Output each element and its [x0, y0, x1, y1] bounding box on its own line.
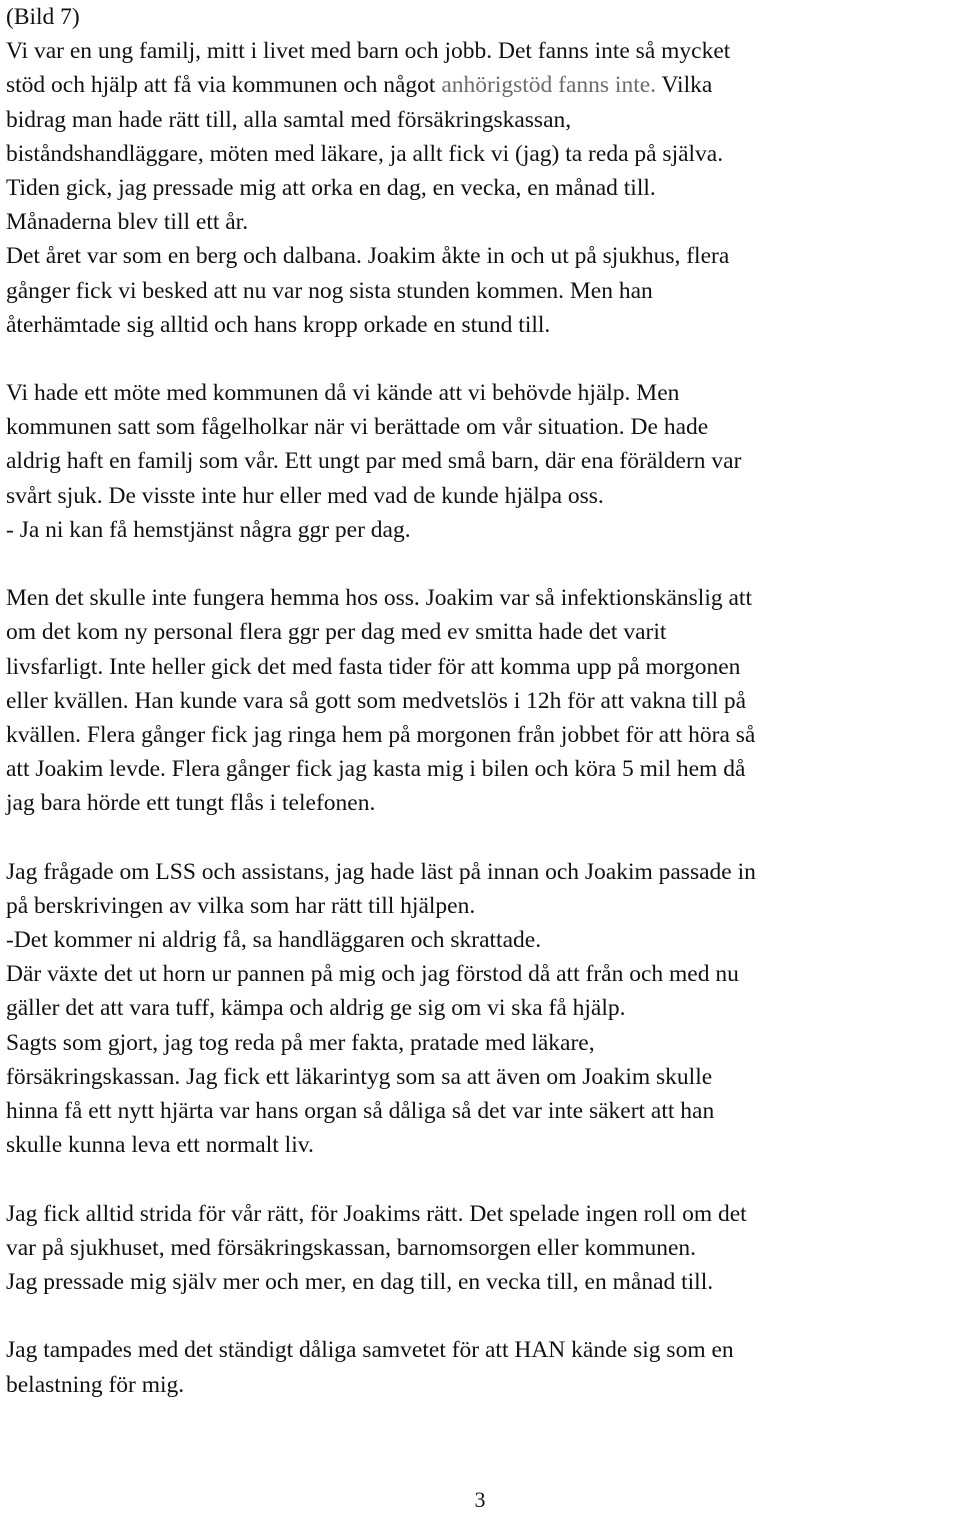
text-span: kommunen satt som fågelholkar när vi berättade om vår situation. De hade — [6, 414, 709, 441]
text-line — [6, 957, 956, 991]
text-span: bidrag man hade rätt till, alla samtal med försäkringskassan, — [6, 106, 572, 133]
text-span: - Ja ni kan få hemstjänst några ggr per dag. — [6, 516, 411, 543]
text-line — [6, 1197, 956, 1231]
text-line — [6, 34, 956, 68]
text-line — [6, 308, 956, 342]
text-line — [6, 1368, 956, 1402]
text-line — [6, 923, 956, 957]
text-span: livsfarligt. Inte heller gick det med fasta tider för att komma upp på morgonen — [6, 653, 741, 680]
text-line — [6, 1231, 956, 1265]
text-span: biståndshandläggare, möten med läkare, ja allt fick vi (jag) ta reda på själva. — [6, 140, 724, 167]
text-span: Vilka — [656, 72, 713, 99]
text-line — [6, 889, 956, 923]
text-line — [6, 1333, 956, 1367]
text-span: Men det skulle inte fungera hemma hos oss. Joakim var så infektionskänslig att — [6, 585, 752, 612]
text-span: Det året var som en berg och dalbana. Joakim åkte in och ut på sjukhus, flera — [6, 243, 730, 270]
text-span: Månaderna blev till ett år. — [6, 209, 249, 236]
text-line — [6, 684, 956, 718]
document-header: (Bild 7) — [6, 4, 80, 30]
text-span: Jag tampades med det ständigt dåliga samvetet för att HAN kände sig som en — [6, 1337, 734, 1364]
text-line — [6, 513, 956, 547]
text-span: Jag fick alltid strida för vår rätt, för Joakims rätt. Det spelade ingen roll om det — [6, 1200, 747, 1227]
text-line — [6, 274, 956, 308]
text-span: Jag frågade om LSS och assistans, jag hade läst på innan och Joakim passade in — [6, 858, 756, 885]
text-span: eller kvällen. Han kunde vara så gott som medvetslös i 12h för att vakna till på — [6, 687, 747, 714]
text-span: Jag pressade mig själv mer och mer, en dag till, en vecka till, en månad till. — [6, 1268, 714, 1295]
document-page — [6, 0, 956, 1402]
text-line — [6, 1128, 956, 1162]
text-span: Sagts som gjort, jag tog reda på mer fakta, pratade med läkare, — [6, 1029, 595, 1056]
text-span: gäller det att vara tuff, kämpa och aldrig ge sig om vi ska få hjälp. — [6, 995, 626, 1022]
text-line — [6, 1026, 956, 1060]
text-line — [6, 376, 956, 410]
text-span: att Joakim levde. Flera gånger fick jag kasta mig i bilen och köra 5 mil hem då — [6, 756, 746, 783]
text-span: belastning för mig. — [6, 1371, 185, 1398]
text-span: kvällen. Flera gånger fick jag ringa hem på morgonen från jobbet för att höra så — [6, 721, 756, 748]
paragraph-gap — [6, 547, 956, 581]
text-line — [6, 410, 956, 444]
text-line — [6, 615, 956, 649]
text-span: svårt sjuk. De visste inte hur eller med vad de kunde hjälpa oss. — [6, 482, 604, 509]
paragraph-gap — [6, 1299, 956, 1333]
text-span: Där växte det ut horn ur pannen på mig och jag förstod då att från och med nu — [6, 961, 739, 988]
text-line — [6, 205, 956, 239]
text-line — [6, 68, 956, 102]
text-line — [6, 855, 956, 889]
text-line — [6, 650, 956, 684]
text-span: var på sjukhuset, med försäkringskassan, barnomsorgen eller kommunen. — [6, 1234, 697, 1261]
text-line — [6, 1060, 956, 1094]
text-line — [6, 137, 956, 171]
paragraph-gap — [6, 342, 956, 376]
text-line — [6, 103, 956, 137]
text-line — [6, 786, 956, 820]
text-line — [6, 1265, 956, 1299]
text-span: Vi var en ung familj, mitt i livet med barn och jobb. Det fanns inte så mycket — [6, 38, 731, 65]
text-line — [6, 718, 956, 752]
paragraph-gap — [6, 1162, 956, 1196]
muted-text-span: anhörigstöd fanns inte. — [441, 72, 657, 99]
text-span: aldrig haft en familj som vår. Ett ungt par med små barn, där ena föräldern var — [6, 448, 742, 475]
text-line — [6, 581, 956, 615]
text-line — [6, 479, 956, 513]
text-line — [6, 171, 956, 205]
text-span: stöd och hjälp att få via kommunen och något — [6, 72, 442, 99]
text-span: om det kom ny personal flera ggr per dag med ev smitta hade det varit — [6, 619, 667, 646]
text-span: Tiden gick, jag pressade mig att orka en dag, en vecka, en månad till. — [6, 174, 656, 201]
text-span: hinna få ett nytt hjärta var hans organ så dåliga så det var inte säkert att han — [6, 1098, 715, 1124]
text-span: gånger fick vi besked att nu var nog sista stunden kommen. Men han — [6, 277, 653, 304]
page-number: 3 — [474, 1487, 486, 1512]
text-span: Vi hade ett möte med kommunen då vi kände att vi behövde hjälp. Men — [6, 380, 680, 407]
text-line — [6, 1094, 956, 1128]
paragraph-gap — [6, 821, 956, 855]
text-line — [6, 239, 956, 273]
text-span: -Det kommer ni aldrig få, sa handläggaren och skrattade. — [6, 927, 542, 954]
text-line — [6, 752, 956, 786]
text-span: försäkringskassan. Jag fick ett läkarintyg som sa att även om Joakim skulle — [6, 1063, 713, 1090]
text-span: jag bara hörde ett tungt flås i telefonen. — [6, 790, 376, 817]
text-line — [6, 444, 956, 478]
text-span: skulle kunna leva ett normalt liv. — [6, 1132, 314, 1159]
text-line — [6, 991, 956, 1025]
text-span: på berskrivingen av vilka som har rätt till hjälpen. — [6, 892, 476, 919]
document-body — [6, 34, 956, 1402]
text-span: återhämtade sig alltid och hans kropp orkade en stund till. — [6, 311, 551, 338]
